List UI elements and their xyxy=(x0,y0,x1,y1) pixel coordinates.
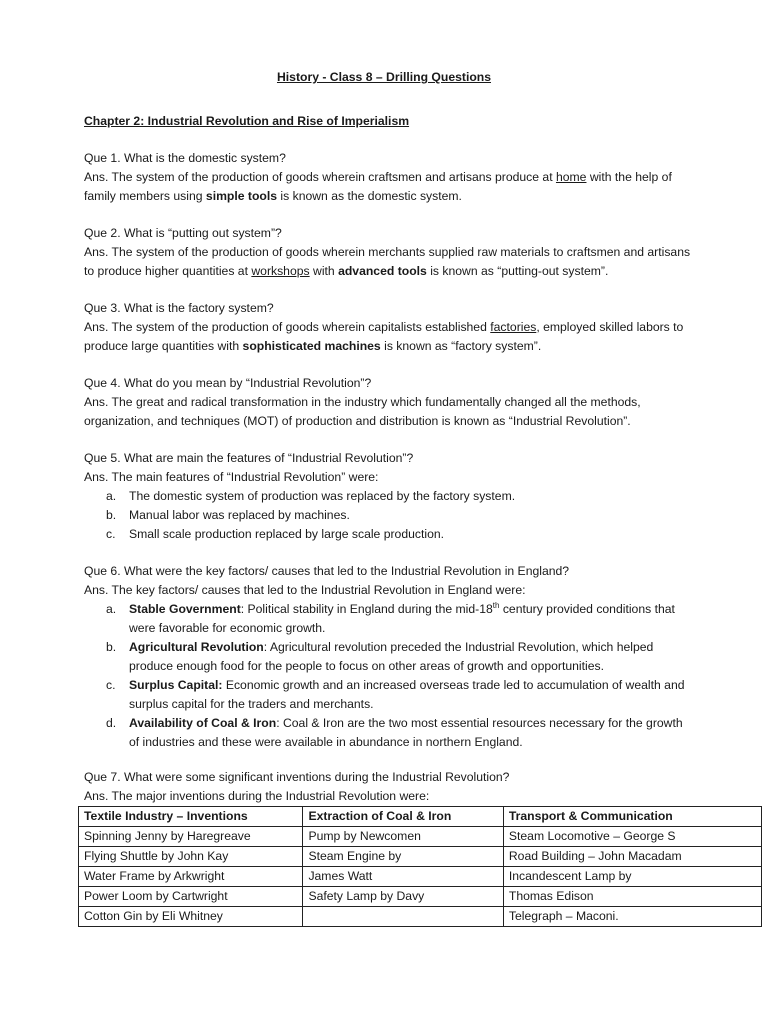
causes-list xyxy=(84,600,694,752)
table-cell: Water Frame by Arkwright xyxy=(79,867,303,887)
question-7 xyxy=(84,768,694,806)
answer-7-intro: Ans. The major inventions during the Industrial Revolution were: xyxy=(84,789,430,803)
question-2 xyxy=(84,224,694,281)
table-cell: Pump by Newcomen xyxy=(303,827,503,847)
list-item: c. Surplus Capital: Economic growth and an increased overseas trade led to accumulation of wealth and surplus capital for the traders and merchants. xyxy=(106,678,685,711)
table-row xyxy=(79,907,762,927)
table-cell: Road Building – John Macadam xyxy=(503,847,761,867)
table-row xyxy=(79,847,762,867)
question-5-text: Que 5. What are main the features of “Industrial Revolution”? xyxy=(84,451,414,465)
question-7-text: Que 7. What were some significant inventions during the Industrial Revolution? xyxy=(84,770,510,784)
question-3 xyxy=(84,299,694,356)
list-item: d. Availability of Coal & Iron: Coal & Iron are the two most essential resources necessary for the growth of industries and these were available in abundance in northern England. xyxy=(106,716,683,749)
document-title: History - Class 8 – Drilling Questions xyxy=(276,70,491,84)
table-row xyxy=(79,887,762,907)
table-cell xyxy=(303,907,503,927)
question-5 xyxy=(84,449,694,544)
header-coal-iron: Extraction of Coal & Iron xyxy=(303,807,503,827)
question-6 xyxy=(84,562,694,752)
table-cell: Cotton Gin by Eli Whitney xyxy=(79,907,303,927)
table-header-row xyxy=(79,807,762,827)
table-cell: Safety Lamp by Davy xyxy=(303,887,503,907)
question-1-text: Que 1. What is the domestic system? xyxy=(84,151,286,165)
answer-6-intro: Ans. The key factors/ causes that led to the Industrial Revolution in England were: xyxy=(84,583,526,597)
table-cell: Power Loom by Cartwright xyxy=(79,887,303,907)
features-list xyxy=(84,487,694,544)
header-textile: Textile Industry – Inventions xyxy=(79,807,303,827)
question-1 xyxy=(84,149,694,206)
table-cell: James Watt xyxy=(303,867,503,887)
answer-4-text: Ans. The great and radical transformation in the industry which fundamentally changed all the methods, organization, and techniques (MOT) of production and distribution is known as “Industrial Revolution”. xyxy=(84,395,641,428)
table-cell: Incandescent Lamp by xyxy=(503,867,761,887)
table-cell: Flying Shuttle by John Kay xyxy=(79,847,303,867)
table-cell: Spinning Jenny by Haregreave xyxy=(79,827,303,847)
list-item: b. Manual labor was replaced by machines. xyxy=(106,508,350,522)
table-cell: Thomas Edison xyxy=(503,887,761,907)
table-cell: Telegraph – Maconi. xyxy=(503,907,761,927)
answer-1-text: Ans. The system of the production of goods wherein craftsmen and artisans produce at home with the help of family members using simple tools is known as the domestic system. xyxy=(84,170,672,203)
question-4 xyxy=(84,374,694,431)
list-item: c. Small scale production replaced by large scale production. xyxy=(106,527,445,541)
header-transport: Transport & Communication xyxy=(503,807,761,827)
table-cell: Steam Locomotive – George S xyxy=(503,827,761,847)
table-cell: Steam Engine by xyxy=(303,847,503,867)
question-6-text: Que 6. What were the key factors/ causes that led to the Industrial Revolution in England? xyxy=(84,564,570,578)
table-row xyxy=(79,867,762,887)
question-2-text: Que 2. What is “putting out system”? xyxy=(84,226,282,240)
answer-3-text: Ans. The system of the production of goods wherein capitalists established factories, employed skilled labors to produce large quantities with sophisticated machines is known as “factory system”. xyxy=(84,320,684,353)
chapter-heading: Chapter 2: Industrial Revolution and Rise of Imperialism xyxy=(84,114,410,128)
table-row xyxy=(79,827,762,847)
answer-2-text: Ans. The system of the production of goods wherein merchants supplied raw materials to craftsmen and artisans to produce higher quantities at workshops with advanced tools is known as “putting-out system”. xyxy=(84,245,691,278)
question-4-text: Que 4. What do you mean by “Industrial Revolution”? xyxy=(84,376,372,390)
list-item: b. Agricultural Revolution: Agricultural revolution preceded the Industrial Revolution, which helped produce enough food for the people to focus on other areas of growth and opportunities. xyxy=(106,640,654,673)
list-item: a. Stable Government: Political stability in England during the mid-18th century provided conditions that were favorable for economic growth. xyxy=(106,600,675,635)
question-3-text: Que 3. What is the factory system? xyxy=(84,301,274,315)
answer-5-intro: Ans. The main features of “Industrial Revolution” were: xyxy=(84,470,379,484)
inventions-table xyxy=(78,806,762,927)
list-item: a. The domestic system of production was replaced by the factory system. xyxy=(106,489,516,503)
